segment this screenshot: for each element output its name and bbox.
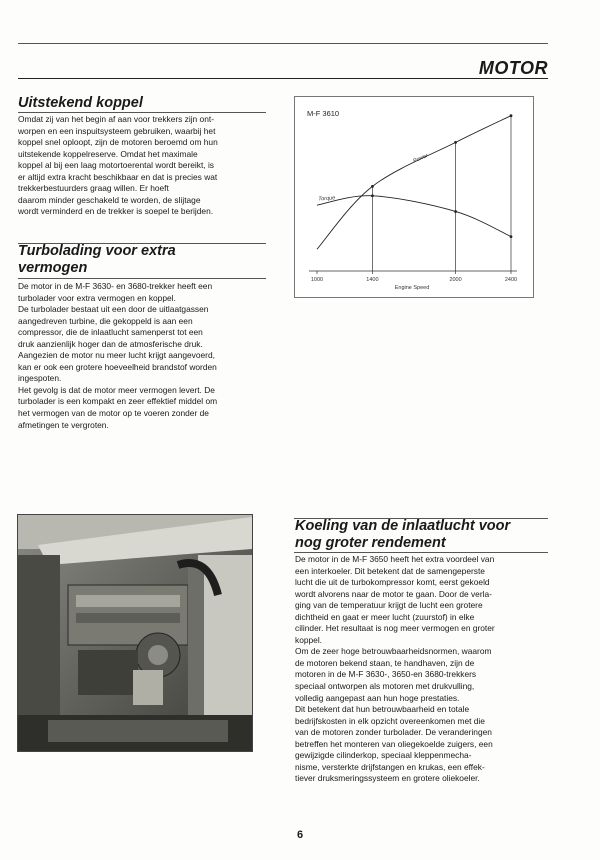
chart-series-label-power: Power (412, 152, 430, 165)
chart-point-power (454, 141, 457, 144)
section-title: MOTOR (478, 58, 548, 78)
chart-x-tick-label: 2000 (449, 277, 462, 283)
chart-point-power (510, 114, 513, 117)
chart-x-tick-label: 1400 (366, 277, 379, 283)
tractor-engine-photo (17, 514, 253, 752)
chart-x-tick-label: 1000 (310, 277, 324, 283)
chart-point-torque (371, 194, 374, 197)
section-heading-turbolading (18, 243, 176, 277)
body-text-koppel: Omdat zij van het begin af aan voor trekkers zijn ont- worpen en een inspuitsysteem gebruiken, waarbij het koppel snel oploopt, zijn de motoren beroemd om hun uitstekende koppelreserve. Omdat het maximale koppel al bij een laag motortoerental wordt bereikt, is er altijd extra kracht beschikbaar en dat is precies wat trekkerbestuurders graag willen. Er hoeft daarom minder geschakeld te worden, de slijtage wordt verminderd en de trekker is soepel te berijden. (18, 114, 218, 217)
chart-series-torque (317, 196, 511, 237)
chart-point-power (371, 185, 374, 188)
heading-rule (18, 112, 266, 113)
chart-series-power (317, 116, 511, 249)
header-rule-top (18, 43, 548, 44)
chart-point-torque (510, 235, 513, 238)
body-text-koeling: De motor in de M-F 3650 heeft het extra voordeel van een interkoeler. Dit betekent dat de samengeperste lucht die uit de turbokompressor komt, eerst gekoeld wordt alvorens naar de motor te gaan. Door de verla- ging van de temperatuur krijgt de lucht een grotere dichtheid en gaat er meer lucht (zuurstof) in elke cilinder. Het resultaat is nog meer vermogen en groter koppel. Om de zeer hoge betrouwbaarheidsnormen, waarom de motoren bekend staan, te handhaven, zijn de motoren in de M-F 3630-, 3650-en 3680-trekkers speciaal ontworpen als motoren met drukvulling, volledig aangepast aan hun hoge prestaties. Dit betekent dat hun betrouwbaarheid en totale bedrijfskosten in elk opzicht overeenkomen met die van de motoren zonder turbolader. De veranderingen betreffen het monteren van oliegekoelde zuigers, een gewijzigde cilinderkop, speciaal kleppenmecha- nisme, versterkte drijfstangen en krukas, een effek- tiever druksmeringssysteem en grotere oliekoeler. (295, 554, 495, 784)
page-number: 6 (296, 829, 304, 841)
chart-title: M-F 3610 (307, 109, 340, 118)
heading-rule (18, 278, 266, 279)
heading-line: nog groter rendement (295, 535, 446, 551)
heading-line: vermogen (18, 260, 88, 276)
body-text-turbolading: De motor in de M-F 3630- en 3680-trekker heeft een turbolader voor extra vermogen en koppel. De turbolader bestaat uit een door de uitlaatgassen aangedreven turbine, die gekoppeld is aan een compressor, die de inlaatlucht samenperst tot een druk aanzienlijk hoger dan de atmosferische druk. Aangezien de motor nu meer lucht krijgt aangevoerd, kan er ook een grotere hoeveelheid brandstof worden ingespoten. Het gevolg is dat de motor meer vermogen levert. De turbolader is een kompakt en zeer effektief middel om het vermogen van de motor op te voeren zonder de afmetingen te vergroten. (18, 281, 218, 430)
chart-point-torque (454, 210, 457, 213)
heading-line: Turbolading voor extra (18, 243, 176, 259)
heading-line: Koeling van de inlaatlucht voor (295, 518, 511, 534)
engine-chart (294, 96, 534, 298)
header-rule-bottom (18, 78, 548, 79)
chart-x-tick-label: 2400 (504, 277, 518, 283)
heading-rule (294, 552, 548, 553)
chart-x-axis-label: Engine Speed (394, 285, 430, 291)
engine-chart-svg (295, 97, 533, 297)
section-heading-koppel: Uitstekend koppel (18, 95, 143, 111)
chart-series-label-torque: Torque (318, 195, 336, 203)
section-heading-koeling (295, 518, 510, 552)
